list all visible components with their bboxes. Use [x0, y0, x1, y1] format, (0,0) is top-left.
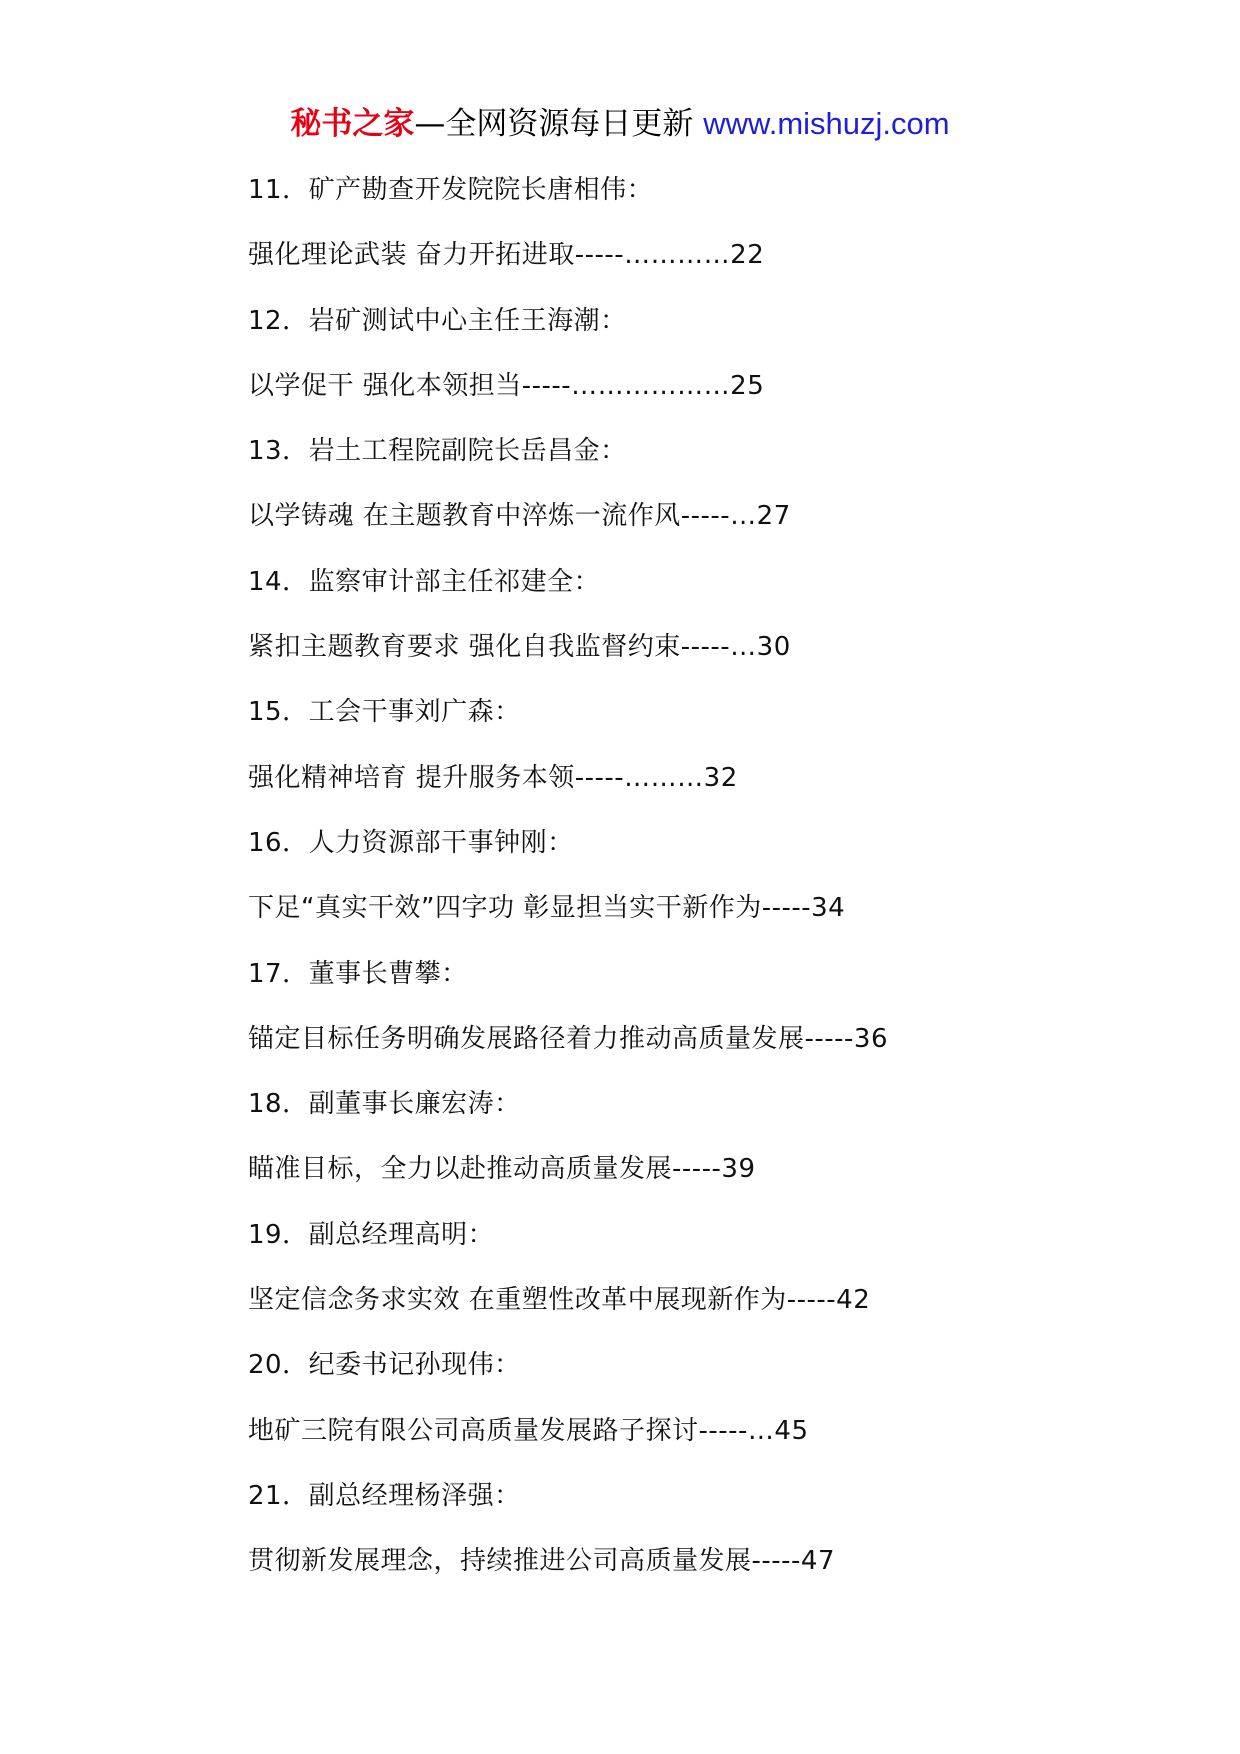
toc-title-16[interactable]: 下足“真实干效”四字功 彰显担当实干新作为-----34: [248, 893, 846, 924]
toc-title-21[interactable]: 贯彻新发展理念，持续推进公司高质量发展-----47: [248, 1546, 835, 1577]
toc-title-17[interactable]: 锚定目标任务明确发展路径着力推动高质量发展-----36: [248, 1023, 888, 1054]
toc-heading-19: 19．副总经理高明：: [248, 1219, 495, 1250]
site-header: [0, 102, 1240, 146]
toc-title-19[interactable]: 坚定信念务求实效 在重塑性改革中展现新作为-----42: [248, 1285, 871, 1316]
toc-heading-14: 14．监察审计部主任祁建全：: [248, 566, 601, 597]
toc-heading-18: 18．副董事长廉宏涛：: [248, 1089, 521, 1120]
toc-title-12[interactable]: 以学促干 强化本领担当-----………………25: [248, 370, 765, 401]
toc-title-13[interactable]: 以学铸魂 在主题教育中淬炼一流作风-----…27: [248, 501, 791, 532]
site-url-link[interactable]: www.mishuzj.com: [703, 106, 950, 141]
toc-title-15[interactable]: 强化精神培育 提升服务本领-----………32: [248, 762, 738, 793]
toc-heading-17: 17．董事长曹攀：: [248, 958, 468, 989]
toc-heading-20: 20．纪委书记孙现伟：: [248, 1350, 521, 1381]
site-brand: 秘书之家: [290, 106, 415, 142]
toc-heading-21: 21．副总经理杨泽强：: [248, 1480, 521, 1511]
toc-heading-15: 15．工会干事刘广森：: [248, 697, 521, 728]
toc-title-20[interactable]: 地矿三院有限公司高质量发展路子探讨-----…45: [248, 1415, 809, 1446]
toc-title-11[interactable]: 强化理论武装 奋力开拓进取-----…………22: [248, 240, 765, 271]
site-tagline: —全网资源每日更新: [414, 106, 704, 142]
toc-title-14[interactable]: 紧扣主题教育要求 强化自我监督约束-----…30: [248, 632, 791, 663]
toc-heading-13: 13．岩土工程院副院长岳昌金：: [248, 436, 627, 467]
toc-title-18[interactable]: 瞄准目标，全力以赴推动高质量发展-----39: [248, 1154, 756, 1185]
toc-heading-16: 16．人力资源部干事钟刚：: [248, 827, 574, 858]
table-of-contents: [248, 168, 1148, 1605]
toc-heading-11: 11．矿产勘查开发院院长唐相伟：: [248, 175, 654, 205]
toc-heading-12: 12．岩矿测试中心主任王海潮：: [248, 305, 627, 336]
